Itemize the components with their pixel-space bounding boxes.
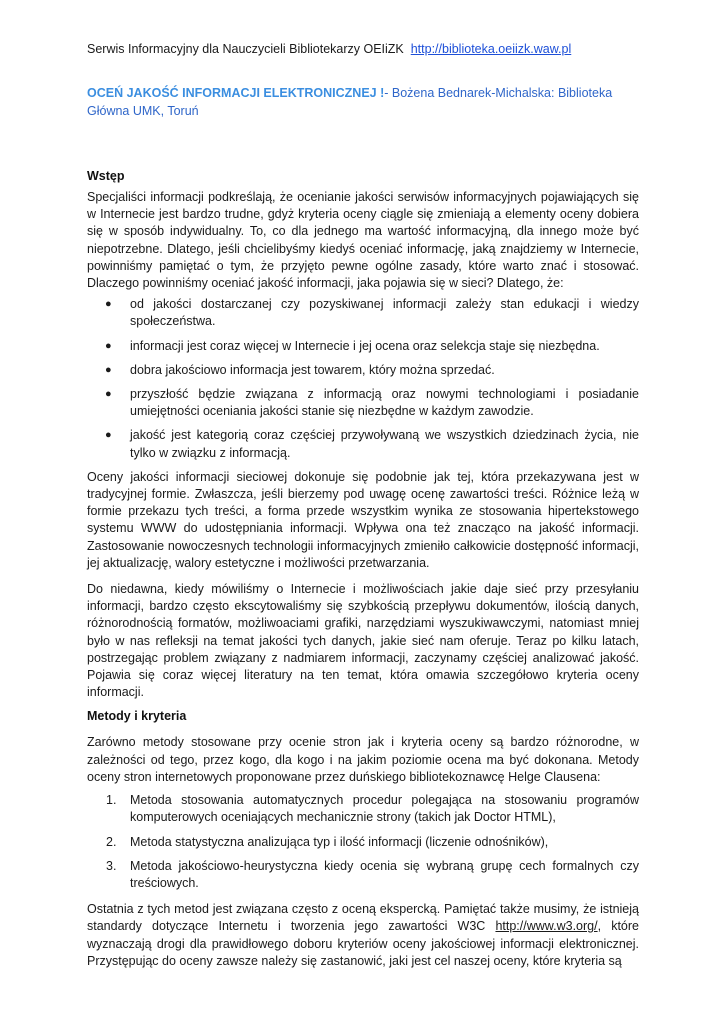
- list-item: [87, 858, 639, 892]
- list-item: [87, 296, 639, 330]
- paragraph-text: Ostatnia z tych metod jest związana często z oceną ekspercką. Pamiętać także musimy, że istnieją standardy dotyczące Internetu i tworzenia jego zawartości W3C: [87, 902, 639, 934]
- list-item: [87, 338, 639, 355]
- list-item-text: Metoda stosowania automatycznych procedur polegająca na stosowaniu programów komputerowych oceniających mechanicznie strony (takich jak Doctor HTML),: [130, 793, 639, 825]
- bullet-icon: ●: [105, 429, 112, 442]
- document-page: [87, 40, 639, 970]
- list-item: [87, 792, 639, 826]
- list-item-text: Metoda statystyczna analizująca typ i ilość informacji (liczenie odnośników),: [130, 834, 549, 849]
- title-author: - Bożena Bednarek-Michalska: Biblioteka Główna UMK, Toruń: [87, 86, 613, 118]
- list-item: [87, 834, 639, 851]
- methods-paragraph-2: [87, 901, 639, 970]
- paragraph-text: , które wyznaczają drogi dla prawidłowego doboru kryteriów oceny jakościowej informacji elektronicznej. Przystępując do oceny zawsze należy się zastanowić, jaki jest cel naszej oceny, które kryteria są: [87, 919, 639, 968]
- list-item: [87, 427, 639, 461]
- article-title: [87, 84, 639, 120]
- page-header: [87, 40, 639, 58]
- list-item-text: od jakości dostarczanej czy pozyskiwanej informacji zależy stan edukacji i wiedzy społeczeństwa.: [130, 297, 639, 329]
- methods-heading: Metody i kryteria: [87, 709, 187, 724]
- list-item-text: jakość jest kategorią coraz częściej przywoływaną we wszystkich dziedzinach życia, nie tylko w związku z informacją.: [130, 428, 639, 460]
- list-number: 1.: [106, 793, 117, 808]
- methods-list: [87, 792, 639, 892]
- bullet-icon: ●: [105, 298, 112, 311]
- bullet-icon: ●: [105, 388, 112, 401]
- list-number: 3.: [106, 858, 117, 873]
- reasons-list: [87, 296, 639, 462]
- list-item-text: Metoda jakościowo-heurystyczna kiedy ocenia się wybraną grupę cech formalnych czy treściowych.: [130, 858, 639, 890]
- bullet-icon: ●: [105, 363, 112, 376]
- header-text: Serwis Informacyjny dla Nauczycieli Bibliotekarzy OEIiZK: [87, 42, 404, 56]
- bullet-icon: ●: [105, 339, 112, 352]
- w3c-link[interactable]: http://www.w3.org/: [495, 919, 598, 934]
- intro-heading: Wstęp: [87, 169, 125, 183]
- intro-paragraph-3: Do niedawna, kiedy mówiliśmy o Internecie i możliwościach jakie daje sieć przy przesyłaniu informacji, bardzo często ekscytowaliśmy się szybkością przepływu dokumentów, ilością danych, różnorodnością formatów, możliwoaciami grafiki, narzędziami wyszukiwawczymi, natomiast mniej było w nas refleksji na temat jakości tych danych, jakie sieć nam oferuje. Teraz po kilku latach, postrzegając problem związany z nadmiarem informacji, zaczynamy częściej analizować jakość. Pojawia się coraz więcej literatury na ten temat, która omawia szczegółowo kryteria oceny informacji.: [87, 582, 639, 700]
- methods-paragraph-1: Zarówno metody stosowane przy ocenie stron jak i kryteria oceny są bardzo różnorodne, w zależności od tego, przez kogo, dla kogo i na jakim poziomie ocena ma być dokonana. Metody oceny stron internetowych proponowane przez duńskiego bibliotekoznawcę Helge Clausena:: [87, 735, 639, 784]
- list-item: [87, 362, 639, 379]
- list-item: [87, 386, 639, 420]
- list-item-text: dobra jakościowo informacja jest towarem, który można sprzedać.: [130, 362, 495, 377]
- title-caps: OCEŃ JAKOŚĆ INFORMACJI ELEKTRONICZNEJ !: [87, 86, 385, 100]
- header-link[interactable]: http://biblioteka.oeiizk.waw.pl: [410, 42, 572, 56]
- list-number: 2.: [106, 834, 117, 849]
- list-item-text: przyszłość będzie związana z informacją oraz nowymi technologiami i posiadanie umiejętności oceniania jakości stanie się niezbędne w każdym zawodzie.: [130, 387, 639, 419]
- list-item-text: informacji jest coraz więcej w Internecie i jej ocena oraz selekcja staje się niezbędna.: [130, 338, 600, 353]
- intro-paragraph-2: Oceny jakości informacji sieciowej dokonuje się podobnie jak tej, która przekazywana jest w tradycyjnej formie. Zwłaszcza, jeśli bierzemy pod uwagę ocenę zawartości treści. Różnice leżą w formie przekazu tych treści, a forma przede wszystkim wynika ze stosowania hipertekstowego systemu WWW do udostępniania informacji. Wpływa ona też znacząco na jakość informacji. Zastosowanie nowoczesnych technologii informacyjnych zmieniło całkowicie dostępność informacji, jej aktualizację, walory estetyczne i możliwości przetwarzania.: [87, 469, 639, 570]
- intro-paragraph-1: Specjaliści informacji podkreślają, że ocenianie jakości serwisów informacyjnych pojawiających się w Internecie jest bardzo trudne, gdyż kryteria oceny ciągle się zmieniają a elementy oceny dobiera się w sposób indywidualny. To, co dla jednego ma wartość informacyjną, dla innego może być niepotrzebne. Dlatego, jeśli chcielibyśmy kiedyś oceniać informację, jaką znajdziemy w Internecie, powinniśmy pamiętać o tym, że przyjęto pewne ogólne zasady, które warto znać i stosować. Dlaczego powinniśmy oceniać jakość informacji, jaka pojawia się w sieci? Dlatego, że:: [87, 190, 639, 291]
